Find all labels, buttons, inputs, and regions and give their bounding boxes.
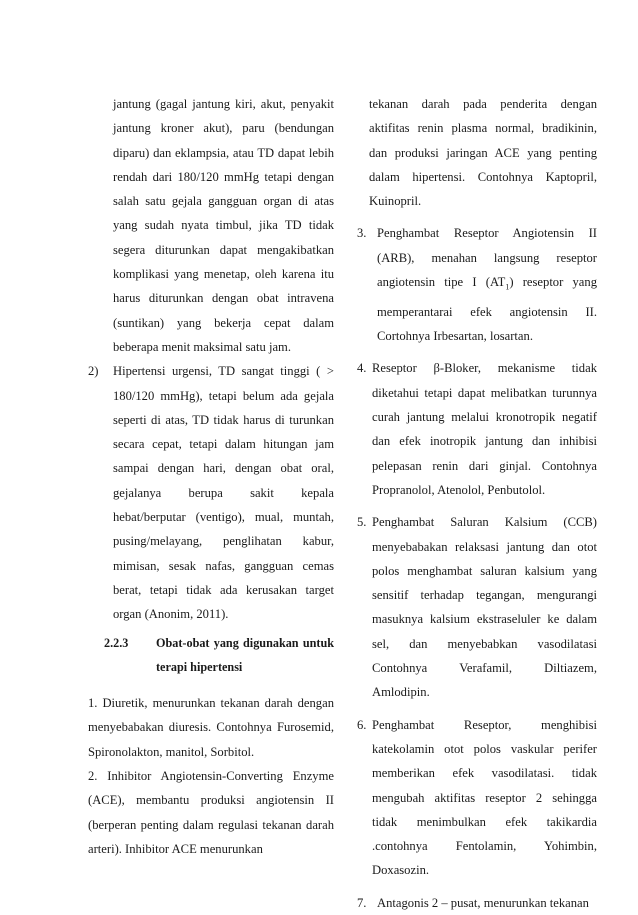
list-number: 2. xyxy=(88,769,98,784)
section-title: Obat-obat yang digunakan untuk terapi hipertensi xyxy=(156,635,334,674)
list-number: 4. xyxy=(357,361,367,376)
list-item-beta-bloker xyxy=(357,356,597,502)
list-number: 6. xyxy=(357,717,367,732)
list-number: 2) xyxy=(88,364,99,379)
list-number: 7. xyxy=(357,895,367,910)
section-heading xyxy=(104,631,334,680)
paragraph-continuation-right: tekanan darah pada penderita dengan aktifitas renin plasma normal, bradikinin, dan produksi jaringan ACE yang penting dalam hipertensi. Contohnya Kaptopril, Kuinopril. xyxy=(369,97,597,209)
list-item-text: Penghambat Reseptor Angiotensin II (ARB), menahan langsung reseptor angiotensin tipe I $(AT_1)$ reseptor yang memperantarai efek angiotensin II. Cortohnya Irbesartan, losartan. xyxy=(377,226,597,344)
list-item-ace-inhibitor xyxy=(88,764,334,861)
left-column xyxy=(88,92,334,861)
list-item-text: Hipertensi urgensi, TD sangat tinggi ( > 180/120 mmHg), tetapi belum ada gejala seperti di atas, TD tidak harus di turunkan secara cepat, tetapi dalam hitungan jam sampai dengan hari, dengan obat oral, gejalanya berupa sakit kepala hebat/berputar (ventigo), mual, muntah, pusing/melayang, penglihatan kabur, mimisan, sesak nafas, gangguan cemas berat, tetapi tidak ada kerusakan target organ (Anonim, 2011). xyxy=(113,364,334,622)
section-number: 2.2.3 xyxy=(104,635,129,650)
list-item-arb xyxy=(357,221,597,348)
list-item-text: 2. Inhibitor Angiotensin-Converting Enzyme (ACE), membantu produksi angiotensin II (berperan penting dalam regulasi tekanan darah arteri). Inhibitor ACE menurunkan xyxy=(88,769,334,856)
list-item-text: Penghambat Saluran Kalsium (CCB) menyebabakan relaksasi jantung dan otot polos menghambat saluran kalsium yang sensitif terhadap tegangan, mengurangi masuknya kalsium ekstraseluler ke dalam sel, dan menyebabkan vasodilatasi Contohnya Verafamil, Diltiazem, Amlodipin. xyxy=(372,515,597,700)
list-item-text: Reseptor β-Bloker, mekanisme tidak diketahui tetapi dapat melibatkan turunnya curah jantung melalui kronotropik negatif dan efek inotropik jantung dan inhibisi pelepasan renin dari ginjal. Contohnya Propranolol, Atenolol, Penbutolol. xyxy=(372,361,597,497)
right-column xyxy=(357,92,597,915)
list-number: 5. xyxy=(357,515,367,530)
list-item-ccb xyxy=(357,510,597,704)
list-item-diuretik xyxy=(88,691,334,764)
list-item-hipertensi-urgensi xyxy=(88,359,334,626)
list-item-text: Antagonis 2 – pusat, menurunkan tekanan xyxy=(377,895,589,910)
list-item-text: 1. Diuretik, menurunkan tekanan darah dengan menyebabakan diuresis. Contohnya Furosemid, Spironolakton, manitol, Sorbitol. xyxy=(88,696,334,759)
list-item-penghambat-reseptor xyxy=(357,713,597,883)
list-item-text: Penghambat Reseptor, menghibisi katekolamin otot polos vaskular perifer memberikan efek vasodilatasi. tidak mengubah aktifitas reseptor 2 sehingga tidak menimbulkan efek takikardia .contohnya Fentolamin, Yohimbin, Doxasozin. xyxy=(372,717,597,878)
list-number: 1. xyxy=(88,696,98,711)
paragraph-continuation-left: jantung (gagal jantung kiri, akut, penyakit jantung kroner akut), paru (bendungan diparu) dan eklampsia, atau TD dapat lebih rendah dari 180/120 mmHg tetapi dengan salah satu gejala gangguan organ di atas yang sudah nyata timbul, jika TD tidak segera diturunkan dapat mengakibatkan komplikasi yang menetap, oleh karena itu harus diturunkan dengan obat intravena (suntikan) yang bekerja cepat dalam beberapa menit maksimal satu jam. xyxy=(113,97,334,354)
list-number: 3. xyxy=(357,226,367,241)
